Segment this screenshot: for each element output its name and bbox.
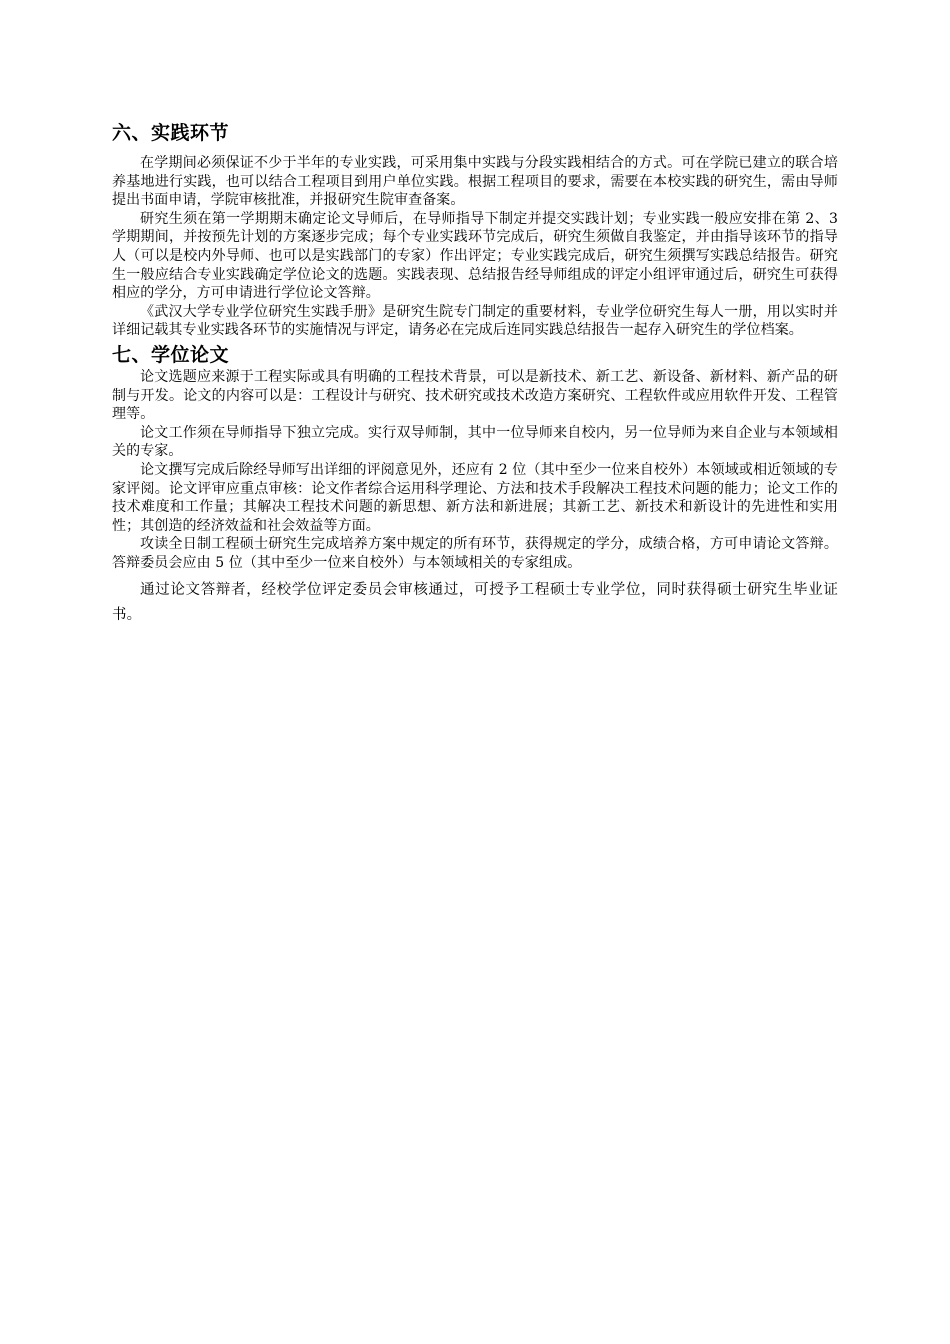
- practice-paragraph-3: 《武汉大学专业学位研究生实践手册》是研究生院专门制定的重要材料，专业学位研究生每人一册，用以实时并详细记载其专业实践各环节的实施情况与评定，请务必在完成后连同实践总结报告一起存入研究生的学位档案。: [112, 303, 838, 339]
- thesis-paragraph-3: 论文撰写完成后除经导师写出详细的评阅意见外，还应有 2 位（其中至少一位来自校外）本领域或相近领域的专家评阅。论文评审应重点审核：论文作者综合运用科学理论、方法和技术手段解决工程技术问题的能力；论文工作的技术难度和工作量；其解决工程技术问题的新思想、新方法和新进展；其新工艺、新技术和新设计的先进性和实用性；其创造的经济效益和社会效益等方面。: [112, 461, 838, 534]
- thesis-paragraph-4: 攻读全日制工程硕士研究生完成培养方案中规定的所有环节，获得规定的学分，成绩合格，方可申请论文答辩。答辩委员会应由 5 位（其中至少一位来自校外）与本领域相关的专家组成。: [112, 536, 838, 571]
- section-heading-thesis: 七、学位论文: [112, 343, 230, 366]
- thesis-paragraph-5: 通过论文答辩者，经校学位评定委员会审核通过，可授予工程硕士专业学位，同时获得硕士研究生毕业证书。: [112, 582, 838, 624]
- document-page: [112, 120, 838, 628]
- section-heading-practice: 六、实践环节: [112, 122, 230, 144]
- thesis-paragraph-2: 论文工作须在导师指导下独立完成。实行双导师制，其中一位导师来自校内，另一位导师为来自企业与本领域相关的专家。: [112, 424, 838, 460]
- practice-paragraph-1: 在学期间必须保证不少于半年的专业实践，可采用集中实践与分段实践相结合的方式。可在学院已建立的联合培养基地进行实践，也可以结合工程项目到用户单位实践。根据工程项目的要求，需要在本校实践的研究生，需由导师提出书面申请，学院审核批准，并报研究生院审查备案。: [112, 155, 838, 209]
- thesis-paragraph-1: 论文选题应来源于工程实际或具有明确的工程技术背景，可以是新技术、新工艺、新设备、新材料、新产品的研制与开发。论文的内容可以是：工程设计与研究、技术研究或技术改造方案研究、工程软件或应用软件开发、工程管理等。: [112, 368, 838, 423]
- practice-paragraph-2: 研究生须在第一学期期末确定论文导师后，在导师指导下制定并提交实践计划；专业实践一般应安排在第 2、3 学期期间，并按预先计划的方案逐步完成；每个专业实践环节完成后，研究生须做自我鉴定，并由指导该环节的指导人（可以是校内外导师、也可以是实践部门的专家）作出评定；专业实践完成后，研究生须撰写实践总结报告。研究生一般应结合专业实践确定学位论文的选题。实践表现、总结报告经导师组成的评定小组评审通过后，研究生可获得相应的学分，方可申请进行学位论文答辩。: [112, 210, 838, 302]
